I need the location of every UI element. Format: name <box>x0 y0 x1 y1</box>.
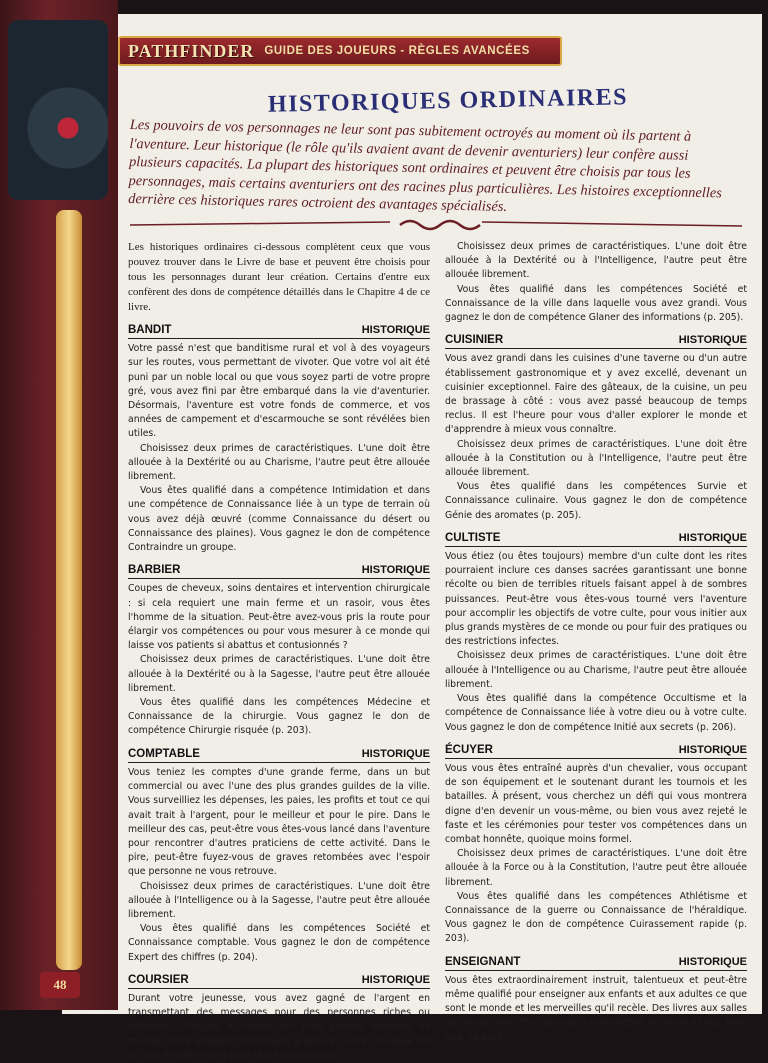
entry-paragraph: Vous êtes qualifié dans les compétences Société et Connaissance comptable. Vous gagnez le don de compétence Expert des chiffres (p. 204). <box>128 923 430 963</box>
entry-paragraph: Vous êtes qualifié dans les compétences Athlétisme et Connaissance de la guerre ou Connaissance de l'héraldique. Vous gagnez le don de compétence Cuirassement rapide (p. 203). <box>445 890 747 945</box>
dragon-illustration <box>8 20 108 200</box>
background-entry <box>445 955 747 1045</box>
entry-kind-label: HISTORIQUE <box>678 955 747 968</box>
decorative-sidebar <box>0 0 118 1010</box>
entry-paragraph: Choisissez deux primes de caractéristiques. L'une doit être allouée à la Force ou à la Constitution, l'autre peut être allouée librement. <box>445 848 747 888</box>
page-title: HISTORIQUES ORDINAIRES <box>267 84 629 118</box>
background-entry <box>445 531 747 735</box>
entry-paragraph: Choisissez deux primes de caractéristiques. L'une doit être allouée à l'Intelligence ou au Charisme, l'autre peut être allouée librement. <box>445 650 747 690</box>
entry-kind-label: HISTORIQUE <box>361 324 430 336</box>
entry-paragraph: Vous êtes qualifié dans les compétences Survie et Connaissance culinaire. Vous gagnez le don de compétence Génie des aromates (p. 205). <box>445 481 747 521</box>
entry-paragraph: Vous êtes qualifié dans les compétences Médecine et Connaissance de la chirurgie. Vous gagnez le don de compétence Chirurgie risquée (p. 203). <box>128 697 430 737</box>
entry-kind-label: HISTORIQUE <box>361 747 430 760</box>
entry-name: COURSIER <box>128 973 189 986</box>
header-banner <box>118 36 562 66</box>
parchment-scroll <box>56 210 82 970</box>
entry-heading <box>128 973 430 989</box>
entry-paragraph: Choisissez deux primes de caractéristiques. L'une doit être allouée à la Constitution ou à l'Intelligence, l'autre peut être allouée librement. <box>445 438 747 479</box>
page-number: 48 <box>40 972 80 998</box>
entry-heading <box>445 333 747 349</box>
entry-name: COMPTABLE <box>128 747 200 760</box>
entry-paragraph: Vous êtes qualifié dans la compétence Occultisme et la compétence de Connaissance liée à votre dieu ou à votre culte. Vous gagnez le don de compétence Initié aux secrets (p. 206). <box>445 693 747 733</box>
ornament-divider <box>130 218 742 232</box>
entry-heading <box>128 563 430 579</box>
entry-heading <box>445 955 747 971</box>
entry-paragraph: Coupes de cheveux, soins dentaires et intervention chirurgicale : si cela requiert une main ferme et un rasoir, vous êtes l'homme de la situation. Peut-être avez-vous pris la route pour élargir vos compétences ou pour vous mesurer à ce monde qui laisse vos patients si abattus et contusionnés ? <box>128 583 430 652</box>
background-entry <box>128 747 430 965</box>
background-entry <box>128 973 430 1063</box>
lead-paragraph: Les historiques ordinaires ci-dessous complètent ceux que vous pouvez trouver dans le Livre de base et peuvent être choisis pour tous les personnages durant leur création. Certains d'entre eux confèrent des dons de compétence détaillés dans le Chapitre 4 de ce livre. <box>128 241 430 313</box>
entry-name: BARBIER <box>128 564 181 577</box>
entry-paragraph: Durant votre jeunesse, vous avez gagné de l'argent en transmettant des messages pour des personnes riches ou influentes, fonçant à travers les rues pavées bondées de monde. Votre engagement tenace à délivrer votre message fut un bon entraînement pour la vie d'aventurier. <box>128 992 430 1061</box>
background-entry <box>445 743 747 947</box>
entry-paragraph: Vous êtes qualifié dans a compétence Intimidation et dans une compétence de Connaissance liée à un type de terrain où vous avez déjà œuvré (comme Connaissance du désert ou Connaissance des plaines). Vous gagnez le don de compétence Contraindre un groupe. <box>128 485 430 554</box>
right-column <box>445 240 747 1045</box>
entry-heading <box>445 743 747 759</box>
continued-paragraph: Choisissez deux primes de caractéristiques. L'une doit être allouée à la Dextérité ou à l'Intelligence, l'autre peut être allouée librement. <box>445 241 747 281</box>
entry-kind-label: HISTORIQUE <box>678 334 747 347</box>
entry-kind-label: HISTORIQUE <box>361 564 430 577</box>
entry-paragraph: Choisissez deux primes de caractéristiques. L'une doit être allouée à l'Intelligence ou à la Sagesse, l'autre peut être allouée librement. <box>128 880 430 920</box>
left-column <box>128 240 430 1063</box>
entry-kind-label: HISTORIQUE <box>678 743 747 756</box>
background-entry <box>445 333 747 523</box>
entry-paragraph: Vous teniez les comptes d'une grande ferme, dans un but commercial ou avec l'une des plus grandes guildes de la ville. Vous surveilliez les dépenses, les paies, les profits et tout ce qui avait trait à l'argent, pour le meilleur et pour le pire. Dans le meilleur des cas, peut-être vous êtes-vous lancé dans l'aventure pour rencontrer d'autres praticiens de cette activité. Dans le pire, peut-être fuyez-vous de graves retombées avec l'espoir que personne ne vous retrouve. <box>128 766 430 878</box>
background-entry <box>128 563 430 738</box>
entry-paragraph: Votre passé n'est que banditisme rural et vol à des voyageurs sur les routes, vous permettant de vivoter. Que votre vol ait été puni par un noble local ou que vous soyez parti de votre propre gré, vous avez fini par être embarqué dans la vie d'aventurier. Désormais, l'aventure est votre fonds de commerce, et vos années de campement et d'escarmouche se sont révélées bien utiles. <box>128 343 430 440</box>
entry-heading <box>128 323 430 339</box>
entry-paragraph: Choisissez deux primes de caractéristiques. L'une doit être allouée à la Dextérité ou à la Sagesse, l'autre peut être allouée librement. <box>128 654 430 694</box>
entry-heading <box>445 531 747 547</box>
entry-paragraph: Vous avez grandi dans les cuisines d'une taverne ou d'un autre établissement gastronomique et y avez excellé, devenant un cuisinier exceptionnel. Faire des gâteaux, de la cuisine, un peu de brassage à côté : vous avez passé beaucoup de temps reclus. Il est l'heure pour vous d'aller explorer le monde et d'apprendre à mieux vous connaître. <box>445 353 747 436</box>
entry-paragraph: Choisissez deux primes de caractéristiques. L'une doit être allouée à la Dextérité ou au Charisme, l'autre peut être allouée librement. <box>128 442 430 483</box>
entry-name: BANDIT <box>128 324 172 336</box>
brand-logo: PATHFINDER <box>128 40 255 61</box>
entry-paragraph: Vous vous êtes entraîné auprès d'un chevalier, vous occupant de son équipement et le soutenant durant les tournois et les batailles. À présent, vous cherchez un défi qui vous montrera digne d'en devenir un vous-même, ou bien vous avez rejeté le faste et les cérémonies pour tester vos compétences dans un combat honnête, quoique moins formel. <box>445 762 747 845</box>
entry-kind-label: HISTORIQUE <box>678 531 747 544</box>
entry-name: CUISINIER <box>445 334 504 347</box>
continued-paragraph: Vous êtes qualifié dans les compétences Société et Connaissance de la ville dans laquelle vous avez grandi. Vous gagnez le don de compétence Glaner des informations (p. 205). <box>445 283 747 324</box>
entry-paragraph: Vous êtes extraordinairement instruit, talentueux et peut-être même qualifié pour enseigner aux enfants et aux adultes ce que sont le monde et les merveilles qu'il recèle. Des livres aux salles de classe, vous êtes dévoué à transmettre le savoir à tous. Mais tout ne peut <box>445 974 747 1043</box>
entry-name: CULTISTE <box>445 531 501 544</box>
entry-heading <box>128 747 430 763</box>
entry-kind-label: HISTORIQUE <box>361 973 430 986</box>
entry-name: ÉCUYER <box>445 743 493 756</box>
intro-text: Les pouvoirs de vos personnages ne leur sont pas subitement octroyés au moment où ils partent à l'aventure. Leur historique (le rôle qu'ils avaient avant de devenir aventuriers) leur confère aussi plusieurs capacités. La plupart des historiques sont ordinaires et peuvent être choisis par tous les personnages, mais certains aventuriers ont des racines plus particulières. Les histoires exceptionnelles derrière ces historiques rares octroient des avantages spécialisés. <box>128 116 722 215</box>
background-entry <box>128 323 430 555</box>
book-title: GUIDE DES JOUEURS - RÈGLES AVANCÉES <box>264 45 530 57</box>
entry-name: ENSEIGNANT <box>445 955 521 968</box>
entry-paragraph: Vous étiez (ou êtes toujours) membre d'un culte dont les rites pourraient inclure ces danses sacrées garantissant une bonne récolte ou bien de terribles rituels faisant appel à de sombres puissances. Peut-être vous êtes-vous tourné vers l'aventure pour accomplir les objectifs de votre culte, pour vous initier aux plus grands mystères de ce monde ou pour fuir des pratiques ou des restrictions infectes. <box>445 551 747 648</box>
